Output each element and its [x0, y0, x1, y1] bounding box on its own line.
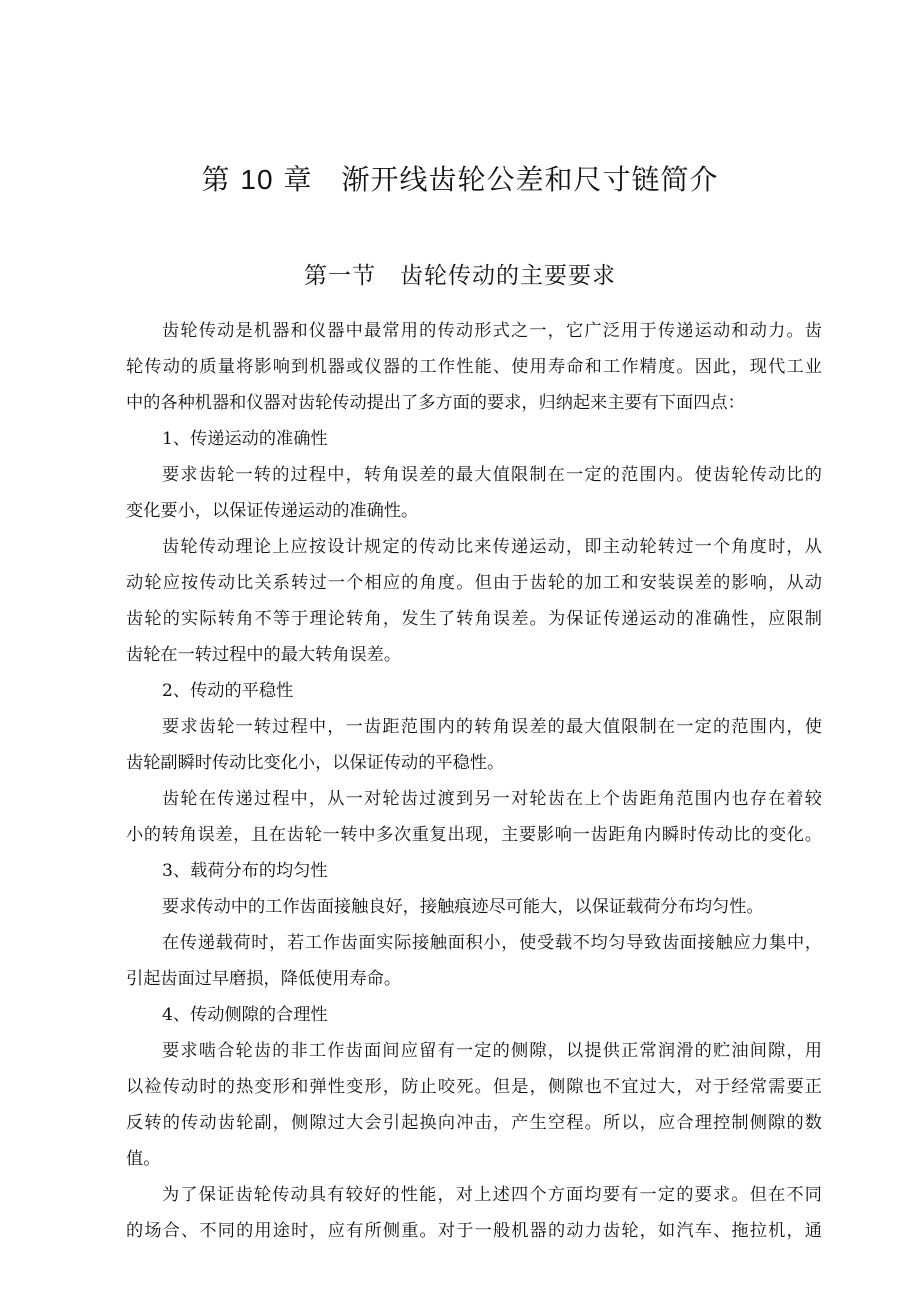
text-line: 2、传动的平稳性 [162, 681, 294, 701]
text-line: 为了保证齿轮传动具有较好的性能，对上述四个方面均要有一定的要求。但在不同 [162, 1185, 822, 1205]
chapter-suffix: 章 [283, 163, 313, 196]
chapter-title-text: 渐开线齿轮公差和尺寸链简介 [341, 163, 719, 196]
section-title [0, 258, 920, 294]
text-line: 1、传递运动的准确性 [162, 429, 328, 449]
chapter-prefix: 第 [201, 163, 231, 196]
chapter-title [0, 160, 920, 200]
text-line: 小的转角误差，且在齿轮一转中多次重复出现，主要影响一齿距角内瞬时传动比的变化。 [126, 825, 822, 845]
text-line: 齿轮在传递过程中，从一对轮齿过渡到另一对轮齿在上个齿距角范围内也存在着较 [162, 789, 822, 809]
text-line: 要求齿轮一转的过程中，转角误差的最大值限制在一定的范围内。使齿轮传动比的 [162, 465, 822, 485]
text-line: 反转的传动齿轮副，侧隙过大会引起换向冲击，产生空程。所以，应合理控制侧隙的数 [126, 1113, 822, 1133]
text-line: 轮传动的质量将影响到机器或仪器的工作性能、使用寿命和工作精度。因此，现代工业 [126, 357, 822, 377]
text-line: 变化要小，以保证传递运动的准确性。 [126, 501, 419, 521]
section-title-text: 齿轮传动的主要要求 [400, 263, 616, 289]
text-line: 动轮应按传动比关系转过一个相应的角度。但由于齿轮的加工和安装误差的影响，从动 [126, 573, 822, 593]
text-line: 的场合、不同的用途时，应有所侧重。对于一般机器的动力齿轮，如汽车、拖拉机，通 [126, 1221, 822, 1241]
body-text [126, 313, 822, 1249]
text-line: 齿轮传动是机器和仪器中最常用的传动形式之一，它广泛用于传递运动和动力。齿 [162, 321, 822, 341]
text-line: 值。 [126, 1149, 161, 1169]
text-line: 在传递载荷时，若工作齿面实际接触面积小，使受载不均匀导致齿面接触应力集中， [162, 933, 822, 953]
text-line: 齿轮的实际转角不等于理论转角，发生了转角误差。为保证传递运动的准确性，应限制 [126, 609, 822, 629]
text-line: 齿轮在一转过程中的最大转角误差。 [126, 645, 402, 665]
chapter-number: 10 [240, 164, 274, 195]
section-label: 第一节 [304, 263, 376, 289]
text-line: 要求齿轮一转过程中，一齿距范围内的转角误差的最大值限制在一定的范围内，使 [162, 717, 822, 737]
text-line: 齿轮副瞬时传动比变化小，以保证传动的平稳性。 [126, 753, 505, 773]
text-line: 以裣传动时的热变形和弹性变形，防止咬死。但是，侧隙也不宜过大，对于经常需要正 [126, 1077, 822, 1097]
text-line: 3、载荷分布的均匀性 [162, 861, 328, 881]
text-line: 4、传动侧隙的合理性 [162, 1005, 328, 1025]
text-line: 中的各种机器和仪器对齿轮传动提出了多方面的要求，归纳起来主要有下面四点： [126, 393, 745, 413]
text-line: 要求啮合轮齿的非工作齿面间应留有一定的侧隙，以提供正常润滑的贮油间隙，用 [162, 1041, 822, 1061]
text-line: 齿轮传动理论上应按设计规定的传动比来传递运动，即主动轮转过一个角度时，从 [162, 537, 822, 557]
text-line: 引起齿面过早磨损，降低使用寿命。 [126, 969, 402, 989]
text-line: 要求传动中的工作齿面接触良好，接触痕迹尽可能大，以保证载荷分布均匀性。 [162, 897, 764, 917]
